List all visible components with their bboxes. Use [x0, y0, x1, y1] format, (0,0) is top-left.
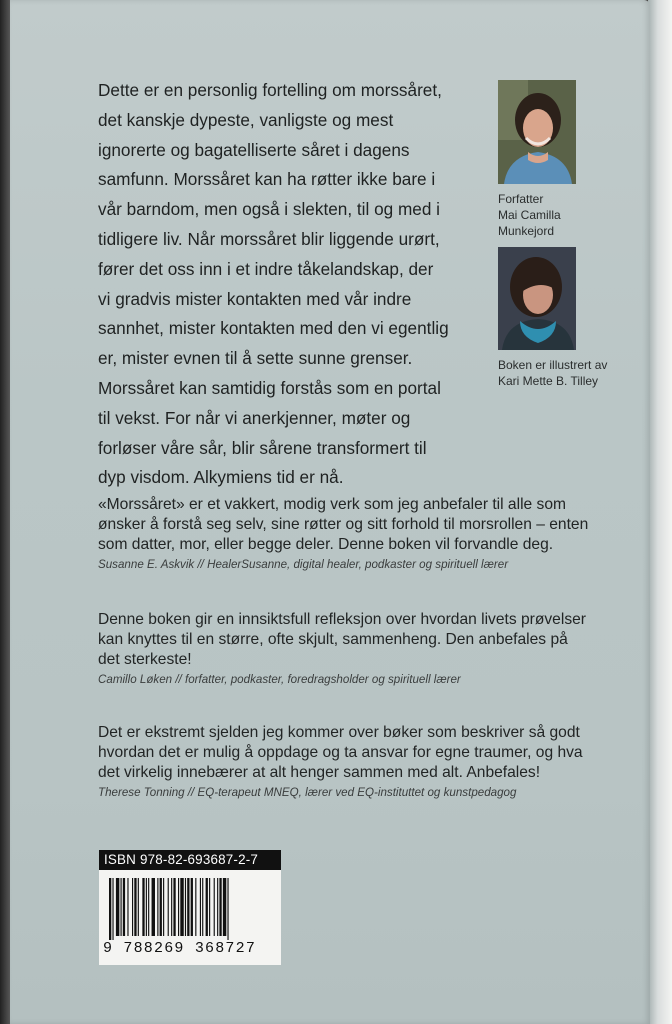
barcode-bar [134, 878, 136, 936]
description-line: samfunn. Morssåret kan ha røtter ikke bare i [98, 169, 436, 190]
barcode-bar [185, 878, 186, 936]
description-line: vi gradvis mister kontakten med vår indre [98, 288, 412, 309]
review-attribution: Camillo Løken // forfatter, podkaster, foredragsholder og spirituell lærer [98, 673, 461, 686]
barcode-bar [217, 878, 218, 936]
review-text-line: Det er ekstremt sjelden jeg kommer over bøker som beskriver så godt [98, 724, 580, 741]
review-text-line: hvordan det er mulig å oppdage og ta ansvar for egne traumer, og hva [98, 744, 583, 761]
barcode-bar [227, 878, 228, 940]
illustrator-caption [498, 357, 648, 389]
description-line: tidligere liv. Når morssåret blir liggende urørt, [98, 228, 440, 249]
review-text-line: det virkelig innebærer at alt henger sammen med alt. Anbefales! [98, 764, 541, 781]
barcode-digits: 9 788269 368727 [103, 940, 257, 957]
barcode-bar [168, 878, 169, 936]
barcode-bar [109, 878, 111, 940]
isbn-label: ISBN 978-82-693687-2-7 [99, 850, 281, 870]
description-line: Dette er en personlig fortelling om morssåret, [98, 80, 442, 100]
barcode-bar [209, 878, 210, 936]
barcode-bar [206, 878, 208, 936]
illustrator-portrait-image [498, 247, 576, 350]
barcode-bar [223, 878, 226, 936]
barcode-bar [178, 878, 179, 936]
review-attribution: Susanne E. Askvik // HealerSusanne, digital healer, podkaster og spirituell lærer [98, 558, 509, 571]
barcode-bar [116, 878, 119, 936]
review-text-line: det sterkeste! [98, 651, 192, 668]
review-text-line: «Morssåret» er et vakkert, modig verk som jeg anbefaler til alle som [98, 496, 567, 513]
review-text-line: kan knyttes til en større, ofte skjult, sammenheng. Den anbefales på [98, 631, 568, 648]
description-line: dyp visdom. Alkymiens tid er nå. [98, 467, 344, 488]
barcode-bar [195, 878, 196, 936]
barcode-bars [109, 878, 271, 940]
barcode-bar [146, 878, 147, 936]
barcode-bar [202, 878, 203, 936]
illustrator-photo [498, 247, 576, 350]
author-portrait-image [498, 80, 576, 184]
description-line: Morssåret kan samtidig forstås som en portal [98, 377, 441, 398]
author-caption-role: Forfatter [498, 192, 544, 206]
description-line: fører det oss inn i et indre tåkelandskap, der [98, 258, 434, 279]
barcode-bar [112, 878, 113, 940]
barcode-bar [171, 878, 172, 936]
barcode-bar [191, 878, 193, 936]
review-quote [98, 495, 618, 573]
book-description [98, 76, 482, 493]
barcode-bar [187, 878, 189, 936]
description-line: sannhet, mister kontakten med den vi egentlig [98, 318, 449, 339]
barcode-bar [200, 878, 201, 936]
barcode [99, 870, 281, 965]
description-line: vår barndom, men også i slekten, til og med i [98, 199, 441, 220]
author-photo [498, 80, 576, 184]
illustrator-caption-name: Kari Mette B. Tilley [498, 374, 599, 388]
barcode-bar [163, 878, 164, 936]
review-quote [98, 723, 618, 801]
barcode-bar [121, 878, 122, 936]
barcode-bar [214, 878, 215, 936]
review-attribution: Therese Tonning // EQ-terapeut MNEQ, lærer ved EQ-instituttet og kunstpedagog [98, 786, 517, 799]
author-caption-first-name: Mai Camilla [498, 208, 561, 222]
review-quote [98, 610, 618, 688]
review-text-line: som datter, mor, eller begge deler. Denne boken vil forvandle deg. [98, 536, 554, 553]
barcode-bar [180, 878, 183, 936]
barcode-bar [157, 878, 158, 936]
description-line: ignorerte og bagatelliserte såret i dagens [98, 139, 410, 160]
barcode-bar [160, 878, 162, 936]
author-caption-last-name: Munkejord [498, 224, 555, 238]
barcode-bar [123, 878, 125, 936]
description-line: til vekst. For når vi anerkjenner, møter og [98, 407, 411, 428]
barcode-bar [152, 878, 155, 936]
review-text-line: ønsker å forstå seg selv, sine røtter og sitt forhold til morsrollen – enten [98, 516, 589, 533]
barcode-bar [138, 878, 139, 936]
barcode-bar [148, 878, 149, 936]
barcode-bar [132, 878, 133, 936]
illustrator-caption-line: Boken er illustrert av [498, 358, 608, 372]
barcode-bar [173, 878, 175, 936]
barcode-bar [142, 878, 144, 936]
author-caption [498, 191, 561, 239]
description-line: er, mister evnen til å sette sunne grenser. [98, 348, 413, 369]
description-line: det kanskje dypeste, vanligste og mest [98, 109, 394, 130]
barcode-bar [219, 878, 221, 936]
review-text-line: Denne boken gir en innsiktsfull refleksjon over hvordan livets prøvelser [98, 611, 586, 628]
description-line: forløser våre sår, blir sårene transformert til [98, 437, 427, 458]
book-page-edge [648, 0, 672, 1024]
barcode-bar [127, 878, 128, 936]
